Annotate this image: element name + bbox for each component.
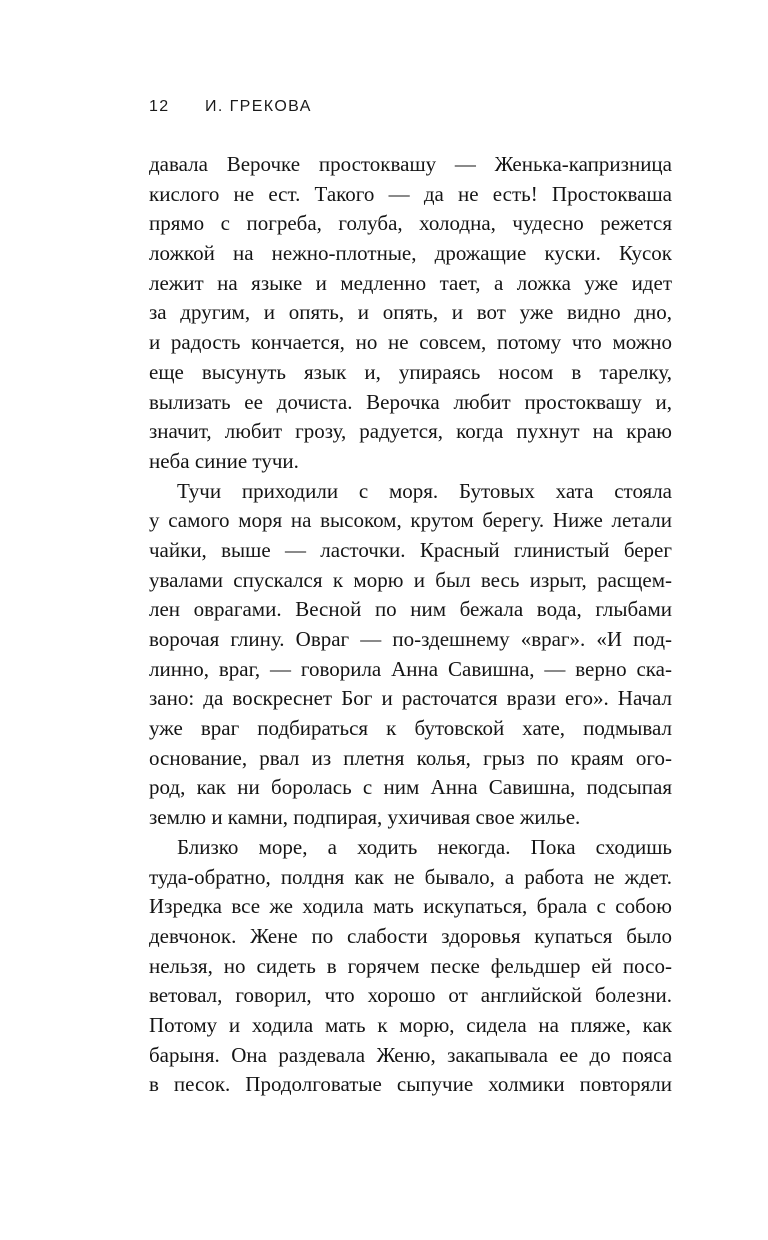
text-line: Изредка все же ходила мать искупаться, брала с собою <box>149 894 672 919</box>
text-line: линно, враг, — говорила Анна Савишна, — верно ска- <box>149 656 672 681</box>
page-number: 12 <box>149 98 170 115</box>
text-line: давала Верочке простоквашу — Женька-капризница <box>149 152 672 176</box>
text-line: барыня. Она раздевала Женю, закапывала ее до пояса <box>149 1042 672 1067</box>
text-line: у самого моря на высоком, крутом берегу. Ниже летали <box>149 508 672 533</box>
text-line: уже враг подбираться к бутовской хате, подмывал <box>149 716 672 741</box>
text-line: ворочая глину. Овраг — по-здешнему «враг». «И под- <box>149 627 672 651</box>
text-line: неба синие тучи. <box>149 448 299 473</box>
text-line: ложкой на нежно-плотные, дрожащие куски. Кусок <box>149 241 672 266</box>
text-line: увалами спускался к морю и был весь изрыт, расщем- <box>149 567 672 592</box>
text-line: значит, любит грозу, радуется, когда пухнут на краю <box>149 419 672 444</box>
text-line: ветовал, говорил, что хорошо от английской болезни. <box>149 983 672 1008</box>
text-line: Потому и ходила мать к морю, сидела на пляже, как <box>149 1012 672 1037</box>
text-line: и радость кончается, но не совсем, потому что можно <box>149 330 672 355</box>
text-line: туда-обратно, полдня как не бывало, а работа не ждет. <box>149 864 672 889</box>
paragraph-first-line: Близко море, а ходить некогда. Пока сходишь <box>177 834 672 859</box>
author-name: И. ГРЕКОВА <box>205 98 312 115</box>
text-line: лежит на языке и медленно тает, а ложка уже идет <box>149 270 672 295</box>
text-line: нельзя, но сидеть в горячем песке фельдшер ей посо- <box>149 953 672 978</box>
text-line: за другим, и опять, и опять, и вот уже видно дно, <box>149 300 672 325</box>
text-line: в песок. Продолговатые сыпучие холмики повторяли <box>149 1072 672 1097</box>
running-head <box>149 96 312 118</box>
text-line: зано: да воскреснет Бог и расточатся врази его». Начал <box>149 686 672 711</box>
text-line: кислого не ест. Такого — да не есть! Простокваша <box>149 181 672 206</box>
text-line: землю и камни, подпирая, ухичивая свое жилье. <box>149 805 581 830</box>
text-line: девчонок. Жене по слабости здоровья купаться было <box>149 923 672 948</box>
text-line: еще высунуть язык и, упираясь носом в тарелку, <box>149 359 672 384</box>
text-line: прямо с погреба, голуба, холодна, чудесно режется <box>149 211 672 236</box>
paragraph-first-line: Тучи приходили с моря. Бутовых хата стояла <box>177 478 672 503</box>
text-line: чайки, выше — ласточки. Красный глинистый берег <box>149 537 672 562</box>
text-line: лен оврагами. Весной по ним бежала вода, глыбами <box>149 597 672 622</box>
text-line: вылизать ее дочиста. Верочка любит простоквашу и, <box>149 389 672 414</box>
text-line: род, как ни боролась с ним Анна Савишна, подсыпая <box>149 775 672 800</box>
text-line: основание, рвал из плетня колья, грыз по краям ого- <box>149 745 672 770</box>
body-text <box>149 150 672 1100</box>
